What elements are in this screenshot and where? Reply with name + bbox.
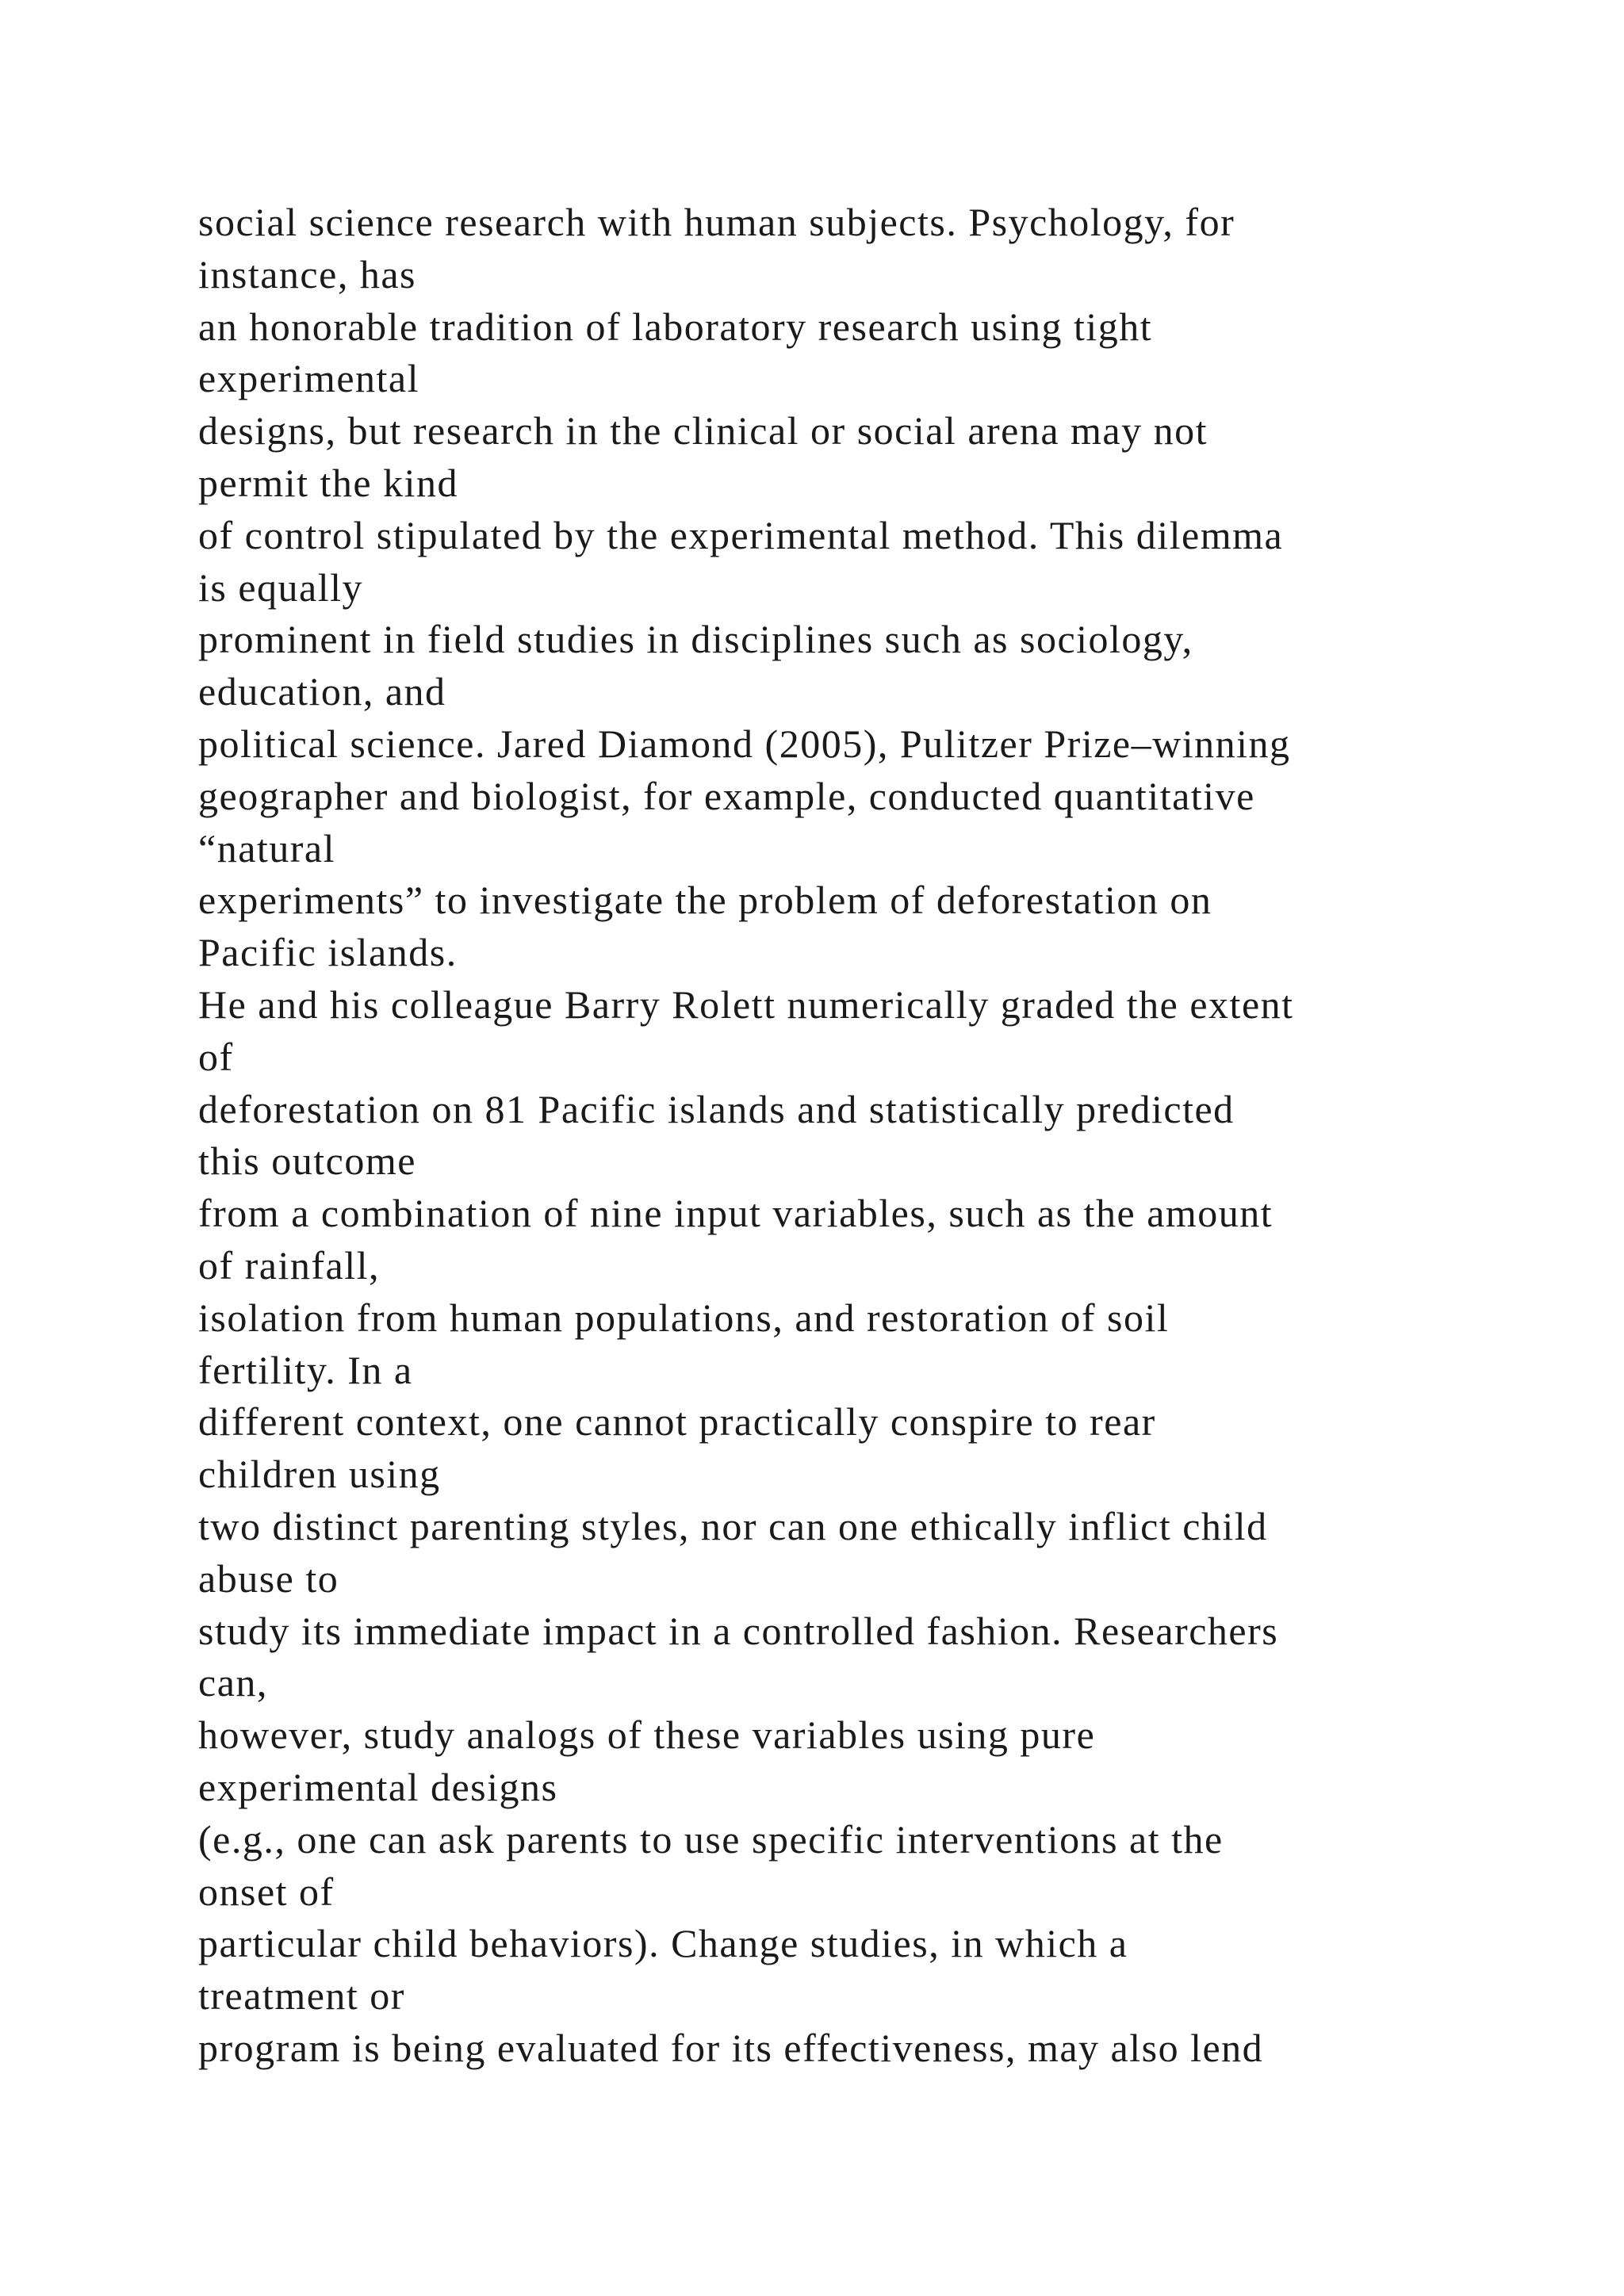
text-line-7: of control stipulated by the experimental method. This dilemma — [198, 512, 1284, 557]
text-line-21: of rainfall, — [198, 1242, 381, 1288]
text-line-24: different context, one cannot practically conspire to rear — [198, 1399, 1156, 1445]
text-line-9: prominent in field studies in disciplines such as sociology, — [198, 617, 1193, 662]
text-line-1: social science research with human subjects. Psychology, for — [198, 200, 1235, 244]
text-line-15: Pacific islands. — [198, 930, 458, 975]
text-line-27: abuse to — [198, 1556, 339, 1601]
text-line-20: from a combination of nine input variables, such as the amount — [198, 1191, 1274, 1236]
text-line-34: particular child behaviors). Change studies, in which a — [198, 1921, 1128, 1966]
text-line-17: of — [198, 1034, 234, 1079]
text-line-29: can, — [198, 1660, 268, 1705]
text-line-11: political science. Jared Diamond (2005), Pulitzer Prize–winning — [198, 721, 1291, 766]
text-line-3: an honorable tradition of laboratory research using tight — [198, 304, 1153, 349]
text-line-16: He and his colleague Barry Rolett numerically graded the extent — [198, 982, 1294, 1027]
text-line-10: education, and — [198, 669, 446, 714]
text-line-25: children using — [198, 1452, 441, 1497]
text-line-2: instance, has — [198, 251, 416, 297]
text-line-28: study its immediate impact in a controlled fashion. Researchers — [198, 1608, 1279, 1653]
text-line-26: two distinct parenting styles, nor can one ethically inflict child — [198, 1503, 1268, 1548]
text-line-35: treatment or — [198, 1973, 405, 2019]
text-line-8: is equally — [198, 564, 364, 610]
text-line-13: “natural — [198, 825, 336, 871]
text-line-31: experimental designs — [198, 1764, 558, 1809]
text-line-36: program is being evaluated for its effectiveness, may also lend — [198, 2025, 1264, 2070]
text-line-12: geographer and biologist, for example, conducted quantitative — [198, 773, 1255, 818]
text-line-30: however, study analogs of these variables using pure — [198, 1712, 1096, 1758]
text-line-18: deforestation on 81 Pacific islands and statistically predicted — [198, 1086, 1235, 1131]
text-line-6: permit the kind — [198, 460, 458, 505]
text-line-33: onset of — [198, 1869, 335, 1914]
text-line-4: experimental — [198, 356, 419, 401]
text-line-14: experiments” to investigate the problem of deforestation on — [198, 878, 1212, 923]
text-line-5: designs, but research in the clinical or social arena may not — [198, 408, 1208, 453]
text-line-32: (e.g., one can ask parents to use specific interventions at the — [198, 1816, 1224, 1862]
text-line-22: isolation from human populations, and restoration of soil — [198, 1295, 1170, 1340]
body-text — [198, 197, 1530, 2075]
text-line-19: this outcome — [198, 1138, 416, 1184]
text-line-23: fertility. In a — [198, 1347, 413, 1392]
